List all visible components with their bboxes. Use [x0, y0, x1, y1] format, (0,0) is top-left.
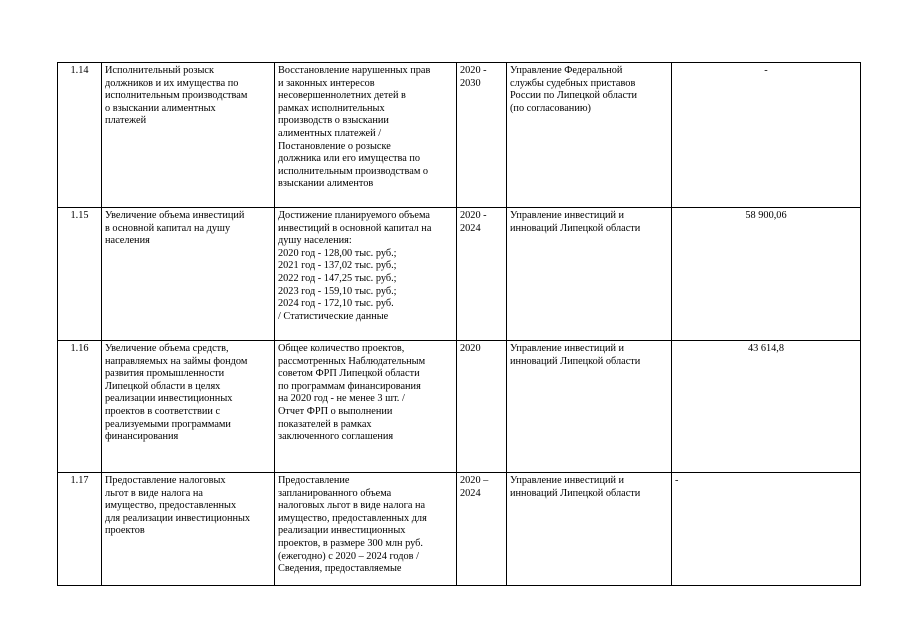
row-number: 1.16: [58, 341, 102, 473]
amount-cell: -: [672, 63, 861, 208]
executor-cell: Управление инвестиций и инноваций Липецкой области: [507, 473, 672, 586]
row-number: 1.15: [58, 208, 102, 341]
period-cell: 2020 – 2024: [457, 473, 507, 586]
indicator-cell: Восстановление нарушенных прав и законных интересов несовершеннолетних детей в рамках исполнительных производств о взыскании алиментных платежей / Постановление о розыске должника или его имущества по исполнительным производствам о взыскании алиментов: [275, 63, 457, 208]
measures-table: [57, 62, 861, 586]
measure-cell: Исполнительный розыск должников и их имущества по исполнительным производствам о взыскании алиментных платежей: [102, 63, 275, 208]
row-number: 1.17: [58, 473, 102, 586]
executor-cell: Управление инвестиций и инноваций Липецкой области: [507, 208, 672, 341]
period-cell: 2020 - 2030: [457, 63, 507, 208]
executor-cell: Управление инвестиций и инноваций Липецкой области: [507, 341, 672, 473]
amount-cell: -: [672, 473, 861, 586]
table-row: [58, 341, 861, 473]
period-cell: 2020 - 2024: [457, 208, 507, 341]
indicator-cell: Достижение планируемого объема инвестиций в основной капитал на душу населения: 2020 год - 128,00 тыс. руб.; 2021 год - 137,02 тыс. руб.; 2022 год - 147,25 тыс. руб.; 2023 год - 159,10 тыс. руб.; 2024 год - 172,10 тыс. руб. / Статистические данные: [275, 208, 457, 341]
executor-cell: Управление Федеральной службы судебных приставов России по Липецкой области (по согласованию): [507, 63, 672, 208]
measure-cell: Увеличение объема инвестиций в основной капитал на душу населения: [102, 208, 275, 341]
table-row: [58, 63, 861, 208]
indicator-cell: Предоставление запланированного объема налоговых льгот в виде налога на имущество, предоставленных для реализации инвестиционных проектов, в размере 300 млн руб. (ежегодно) с 2020 – 2024 годов / Сведения, предоставляемые: [275, 473, 457, 586]
measure-cell: Предоставление налоговых льгот в виде налога на имущество, предоставленных для реализации инвестиционных проектов: [102, 473, 275, 586]
amount-cell: 58 900,06: [672, 208, 861, 341]
table-row: [58, 208, 861, 341]
period-cell: 2020: [457, 341, 507, 473]
indicator-cell: Общее количество проектов, рассмотренных Наблюдательным советом ФРП Липецкой области по программам финансирования на 2020 год - не менее 3 шт. / Отчет ФРП о выполнении показателей в рамках заключенного соглашения: [275, 341, 457, 473]
measure-cell: Увеличение объема средств, направляемых на займы фондом развития промышленности Липецкой области в целях реализации инвестиционных проектов в соответствии с реализуемыми программами финансирования: [102, 341, 275, 473]
row-number: 1.14: [58, 63, 102, 208]
amount-cell: 43 614,8: [672, 341, 861, 473]
table-row: [58, 473, 861, 586]
